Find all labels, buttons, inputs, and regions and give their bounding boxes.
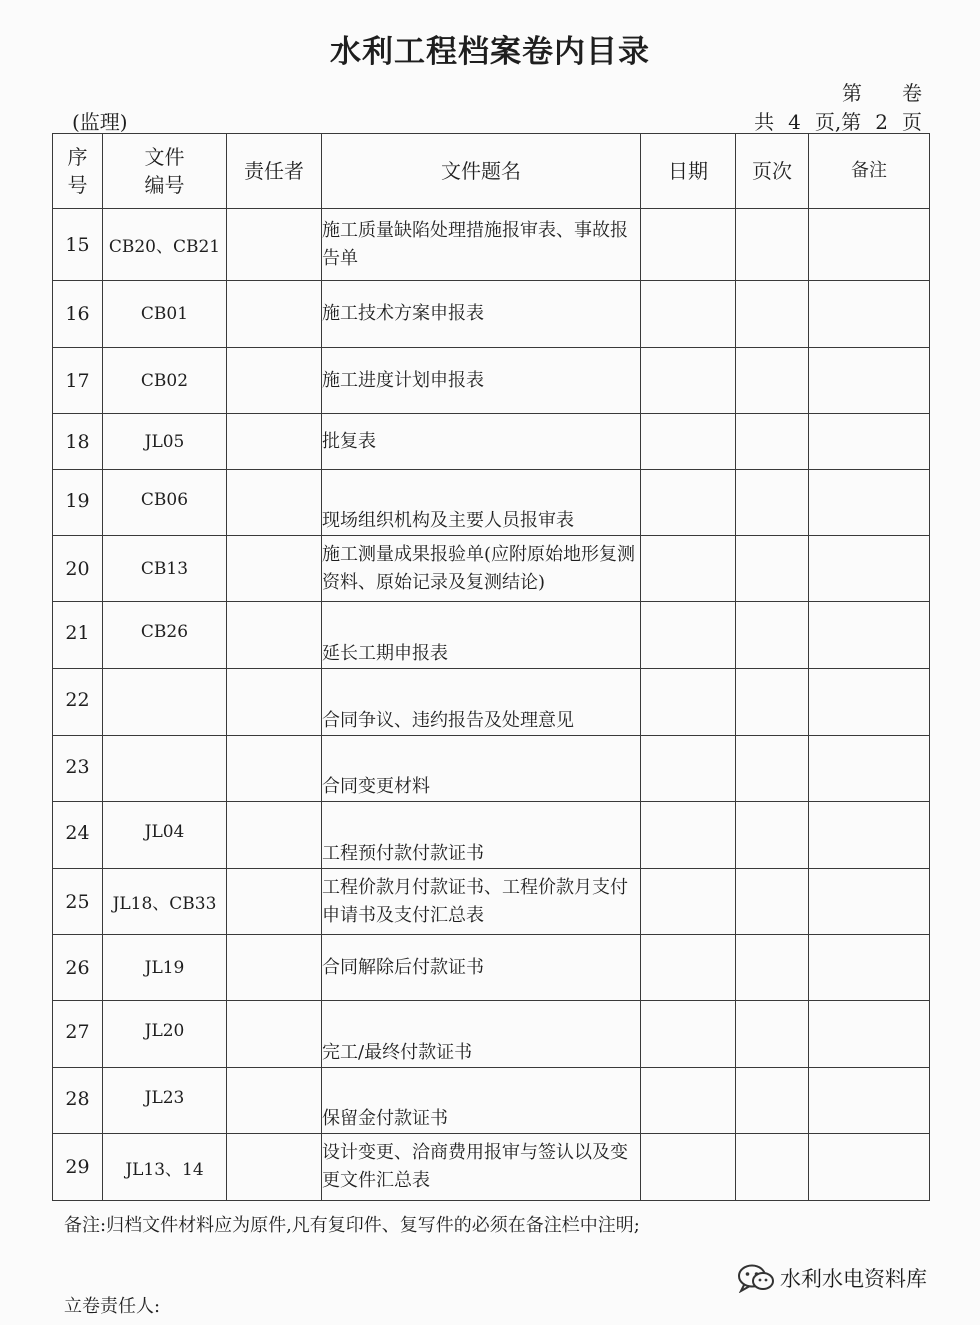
cell-seq: 19: [53, 470, 103, 536]
cell-owner: [227, 935, 322, 1001]
cell-remark: [809, 669, 930, 736]
cell-owner: [227, 470, 322, 536]
volume-prefix: 第: [842, 81, 862, 105]
page-prefix: 第: [841, 110, 862, 134]
cell-pages: [736, 209, 809, 281]
cell-title: 延长工期申报表: [322, 602, 641, 669]
cell-remark: [809, 281, 930, 348]
cell-owner: [227, 281, 322, 348]
table-row: [53, 669, 930, 736]
cell-title: 施工技术方案申报表: [322, 281, 641, 348]
cell-title: 完工/最终付款证书: [322, 1001, 641, 1068]
cell-pages: [736, 470, 809, 536]
cell-date: [641, 935, 736, 1001]
table-header-row: [53, 134, 930, 209]
cell-remark: [809, 209, 930, 281]
total-prefix: 共: [754, 110, 775, 134]
table-row: [53, 536, 930, 602]
table-row: [53, 736, 930, 802]
cell-date: [641, 536, 736, 602]
cell-remark: [809, 1134, 930, 1201]
cell-owner: [227, 869, 322, 935]
table-row: [53, 1068, 930, 1134]
cell-pages: [736, 414, 809, 470]
col-header-date: 日期: [641, 134, 736, 209]
cell-code: CB01: [103, 281, 227, 348]
cell-title: 工程预付款付款证书: [322, 802, 641, 869]
cell-code: CB26: [103, 602, 227, 669]
col-header-seq: 序 号: [53, 134, 103, 209]
cell-pages: [736, 602, 809, 669]
cell-title: 施工测量成果报验单(应附原始地形复测资料、原始记录及复测结论): [322, 536, 641, 602]
cell-title: 工程价款月付款证书、工程价款月支付申请书及支付汇总表: [322, 869, 641, 935]
cell-remark: [809, 348, 930, 414]
col-header-code: 文件 编号: [103, 134, 227, 209]
table-row: [53, 802, 930, 869]
cell-owner: [227, 602, 322, 669]
cell-remark: [809, 869, 930, 935]
cell-owner: [227, 669, 322, 736]
cell-code: CB02: [103, 348, 227, 414]
cell-owner: [227, 1001, 322, 1068]
cell-code: JL23: [103, 1068, 227, 1134]
cell-date: [641, 736, 736, 802]
cell-remark: [809, 414, 930, 470]
cell-seq: 23: [53, 736, 103, 802]
footer-note: 备注:归档文件材料应为原件,凡有复印件、复写件的必须在备注栏中注明;: [64, 1215, 640, 1236]
cell-remark: [809, 536, 930, 602]
page-suffix: 页: [902, 110, 922, 134]
cell-date: [641, 669, 736, 736]
table-row: [53, 1134, 930, 1201]
cell-seq: 18: [53, 414, 103, 470]
cell-code: JL18、CB33: [103, 869, 227, 935]
cell-pages: [736, 669, 809, 736]
col-header-title: 文件题名: [322, 134, 641, 209]
cell-date: [641, 281, 736, 348]
cell-seq: 28: [53, 1068, 103, 1134]
cell-code: [103, 736, 227, 802]
unit-label: (监理): [72, 110, 128, 134]
cell-seq: 15: [53, 209, 103, 281]
table-row: [53, 869, 930, 935]
cell-code: JL20: [103, 1001, 227, 1068]
cell-title: 合同变更材料: [322, 736, 641, 802]
cell-code: CB13: [103, 536, 227, 602]
cell-remark: [809, 470, 930, 536]
cell-title: 设计变更、洽商费用报审与签认以及变更文件汇总表: [322, 1134, 641, 1201]
table-body: [53, 209, 930, 1201]
cell-owner: [227, 1068, 322, 1134]
total-suffix: 页,: [814, 110, 842, 134]
cell-seq: 26: [53, 935, 103, 1001]
wechat-icon: [736, 1263, 776, 1293]
cell-date: [641, 414, 736, 470]
table-row: [53, 935, 930, 1001]
table-row: [53, 470, 930, 536]
cell-code: CB06: [103, 470, 227, 536]
table-row: [53, 602, 930, 669]
col-header-owner: 责任者: [227, 134, 322, 209]
cell-code: JL05: [103, 414, 227, 470]
cell-code: JL04: [103, 802, 227, 869]
cell-date: [641, 209, 736, 281]
cell-seq: 29: [53, 1134, 103, 1201]
cell-remark: [809, 736, 930, 802]
table-row: [53, 348, 930, 414]
cell-date: [641, 348, 736, 414]
table-row: [53, 414, 930, 470]
cell-pages: [736, 935, 809, 1001]
cell-title: 施工进度计划申报表: [322, 348, 641, 414]
page-count-line: [754, 106, 922, 135]
col-header-pages: 页次: [736, 134, 809, 209]
cell-pages: [736, 536, 809, 602]
cell-seq: 25: [53, 869, 103, 935]
watermark-text: 水利水电资料库: [780, 1267, 927, 1291]
cell-date: [641, 802, 736, 869]
cell-code: CB20、CB21: [103, 209, 227, 281]
cell-pages: [736, 869, 809, 935]
table-row: [53, 1001, 930, 1068]
document-title: 水利工程档案卷内目录: [330, 34, 650, 70]
volume-suffix: 卷: [902, 81, 922, 105]
table-row: [53, 281, 930, 348]
cell-title: 合同解除后付款证书: [322, 935, 641, 1001]
watermark: [736, 1263, 927, 1293]
cell-title: 现场组织机构及主要人员报审表: [322, 470, 641, 536]
cell-title: 合同争议、违约报告及处理意见: [322, 669, 641, 736]
cell-code: JL19: [103, 935, 227, 1001]
cell-title: 批复表: [322, 414, 641, 470]
cell-remark: [809, 802, 930, 869]
cell-date: [641, 869, 736, 935]
cell-date: [641, 602, 736, 669]
cell-owner: [227, 1134, 322, 1201]
cell-owner: [227, 414, 322, 470]
cell-date: [641, 1134, 736, 1201]
col-header-remark: 备注: [809, 134, 930, 209]
cell-date: [641, 470, 736, 536]
cell-owner: [227, 536, 322, 602]
responsible-person-label: 立卷责任人:: [64, 1296, 161, 1317]
cell-owner: [227, 348, 322, 414]
cell-remark: [809, 602, 930, 669]
cell-pages: [736, 1068, 809, 1134]
cell-remark: [809, 935, 930, 1001]
page-number: 2: [875, 110, 888, 134]
cell-date: [641, 1001, 736, 1068]
table-row: [53, 209, 930, 281]
cell-title: 施工质量缺陷处理措施报审表、事故报告单: [322, 209, 641, 281]
cell-seq: 20: [53, 536, 103, 602]
cell-owner: [227, 209, 322, 281]
cell-owner: [227, 736, 322, 802]
cell-pages: [736, 1001, 809, 1068]
cell-seq: 22: [53, 669, 103, 736]
cell-pages: [736, 736, 809, 802]
cell-date: [641, 1068, 736, 1134]
cell-pages: [736, 802, 809, 869]
cell-remark: [809, 1068, 930, 1134]
catalog-table: [52, 133, 930, 1201]
cell-seq: 24: [53, 802, 103, 869]
cell-seq: 16: [53, 281, 103, 348]
cell-owner: [227, 802, 322, 869]
cell-pages: [736, 348, 809, 414]
total-pages: 4: [788, 110, 801, 134]
cell-code: [103, 669, 227, 736]
cell-seq: 27: [53, 1001, 103, 1068]
cell-remark: [809, 1001, 930, 1068]
cell-pages: [736, 1134, 809, 1201]
cell-code: JL13、14: [103, 1134, 227, 1201]
cell-seq: 17: [53, 348, 103, 414]
cell-pages: [736, 281, 809, 348]
cell-title: 保留金付款证书: [322, 1068, 641, 1134]
volume-number-line: [842, 77, 922, 106]
cell-seq: 21: [53, 602, 103, 669]
